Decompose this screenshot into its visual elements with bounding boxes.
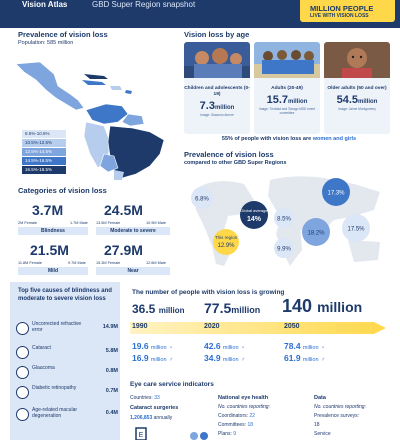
category-female: 13.5M Female bbox=[96, 221, 121, 225]
growth-female: 19.6 million ♀ bbox=[132, 341, 174, 351]
category-label: Mild bbox=[18, 267, 88, 275]
surgery-icon bbox=[134, 426, 214, 440]
category-value: 21.5M bbox=[30, 242, 69, 258]
prevalence-surveys: Prevalence surveys: bbox=[314, 413, 360, 419]
category-male: 12.6M Male bbox=[146, 261, 166, 265]
indicator-cataract-value: 1,206,853 annually bbox=[130, 415, 173, 421]
global-average-label: Global average bbox=[240, 208, 268, 213]
age-label: Older adults (50 and over) bbox=[327, 86, 387, 91]
glasses-icon bbox=[16, 322, 29, 335]
prevalence-title: Prevalence of vision loss bbox=[18, 30, 108, 39]
age-card-adults bbox=[254, 42, 320, 134]
cause-row bbox=[16, 382, 118, 406]
cause-row bbox=[16, 404, 118, 428]
svg-text:E: E bbox=[138, 432, 144, 439]
age-label: Adults (20-49) bbox=[271, 86, 303, 91]
bubble-label: 17.5% bbox=[347, 226, 365, 233]
category-female: 15.3M Female bbox=[96, 261, 121, 265]
bubble-label: 9.9% bbox=[277, 246, 291, 253]
growth-male: 34.9 million ♂ bbox=[204, 353, 246, 363]
age-card-children bbox=[184, 42, 250, 134]
adults-photo bbox=[254, 42, 320, 78]
category-value: 27.9M bbox=[104, 242, 143, 258]
growth-arrow bbox=[128, 320, 390, 336]
bubble-label: 8.5% bbox=[277, 216, 291, 223]
age-credit: Image: Giacomo Amore bbox=[200, 113, 234, 117]
children-photo bbox=[184, 42, 250, 78]
growth-year: 2050 bbox=[284, 323, 300, 330]
category-value: 24.5M bbox=[104, 202, 143, 218]
category-male: 9.7M Male bbox=[68, 261, 86, 265]
legend-item: 10.5%-12.5% bbox=[22, 139, 66, 147]
male-icon: ♂ bbox=[240, 357, 246, 363]
male-icon: ♂ bbox=[168, 357, 174, 363]
age-card-older bbox=[324, 42, 390, 134]
category-label: Moderate to severe bbox=[96, 227, 170, 235]
growth-year: 2020 bbox=[204, 323, 220, 330]
age-value: 7.3million bbox=[199, 100, 235, 112]
women-girls-statement: 55% of people with vision loss are women and girls bbox=[221, 136, 357, 142]
older-adults-photo bbox=[324, 42, 390, 78]
bubble-label: 17.3% bbox=[327, 190, 345, 197]
growth-male: 16.9 million ♂ bbox=[132, 353, 174, 363]
age-value: 54.5million bbox=[336, 94, 378, 106]
compared-title: Prevalence of vision loss bbox=[184, 150, 274, 159]
age-credit: Image: Jaime Montgomery bbox=[338, 107, 376, 111]
national-sub: No. countries reporting: bbox=[218, 404, 270, 410]
header-atlas-title: Vision Atlas bbox=[22, 0, 68, 9]
category-label: Blindness bbox=[18, 227, 88, 235]
prevalence-surveys-value: 18 bbox=[314, 422, 320, 428]
age-value: 15.7million bbox=[266, 94, 308, 106]
growth-year: 1990 bbox=[132, 323, 148, 330]
super-region-bubble-map bbox=[184, 170, 394, 275]
committees: Committees: 18 bbox=[218, 422, 254, 428]
age-label: Children and adolescents (0-19) bbox=[184, 86, 250, 97]
data-sub: No. countries reporting: bbox=[314, 404, 366, 410]
coordinators: Coordinators: 22 bbox=[218, 413, 255, 419]
bubble-label: 18.2% bbox=[307, 230, 325, 237]
macular-eye-icon bbox=[16, 408, 29, 421]
indicator-cataract-title: Cataract surgeries bbox=[130, 405, 179, 411]
global-average-value: 14% bbox=[246, 216, 262, 223]
category-value: 3.7M bbox=[32, 202, 64, 218]
female-icon: ♀ bbox=[168, 345, 174, 351]
category-male: 1.7M Male bbox=[70, 221, 88, 225]
female-icon: ♀ bbox=[240, 345, 246, 351]
causes-title: Top five causes of blindness and moderate to severe vision loss bbox=[18, 288, 112, 302]
legend-item: 12.5%-14.5% bbox=[22, 148, 66, 156]
age-credit: Image: Trinidad and Tobago MSD event committee bbox=[258, 107, 316, 115]
legend-item: 16.5%-18.5% bbox=[22, 166, 66, 174]
category-label: Near bbox=[96, 267, 170, 275]
category-female: 11.8M Female bbox=[18, 261, 42, 265]
cause-name: Uncorrected refractive error bbox=[32, 321, 82, 333]
indicator-countries: Countries: 33 bbox=[130, 395, 160, 401]
cause-name: Cataract bbox=[32, 345, 51, 351]
cause-name: Diabetic retinopathy bbox=[32, 385, 77, 391]
growth-male: 61.9 million ♂ bbox=[284, 353, 326, 363]
growth-total: 140 million bbox=[282, 296, 363, 316]
data-title: Data bbox=[314, 395, 326, 401]
header-snapshot-title: GBD Super Region snapshot bbox=[92, 0, 196, 9]
categories-title: Categories of vision loss bbox=[18, 186, 107, 195]
bubble-label: 6.8% bbox=[195, 196, 209, 203]
age-title: Vision loss by age bbox=[184, 30, 250, 39]
cause-value: 0.7M bbox=[105, 388, 118, 394]
cataract-eye-icon bbox=[16, 346, 29, 359]
cause-value: 0.4M bbox=[105, 410, 118, 416]
growth-female: 78.4 million ♀ bbox=[284, 341, 326, 351]
legend-item: 14.5%-16.5% bbox=[22, 157, 66, 165]
plans: Plans: 9 bbox=[218, 431, 237, 437]
cause-name: Age-related macular degeneration bbox=[32, 407, 78, 419]
growth-total: 36.5 million bbox=[132, 302, 185, 316]
this-region-label: This region bbox=[214, 235, 238, 240]
prevalence-population: Population: 585 million bbox=[18, 40, 74, 46]
diabetic-eye-icon bbox=[16, 386, 29, 399]
growth-title: The number of people with vision loss is growing bbox=[132, 289, 285, 296]
female-icon: ♀ bbox=[320, 345, 326, 351]
national-eye-health-title: National eye health bbox=[218, 395, 269, 401]
category-male: 10.9M Male bbox=[146, 221, 166, 225]
growth-total: 77.5million bbox=[204, 300, 261, 316]
cause-value: 5.8M bbox=[105, 348, 118, 354]
category-female: 2M Female bbox=[18, 221, 37, 225]
male-icon: ♂ bbox=[320, 357, 326, 363]
header-live-with: LIVE WITH VISION LOSS bbox=[310, 13, 369, 19]
cause-value: 14.9M bbox=[102, 324, 118, 330]
growth-female: 42.6 million ♀ bbox=[204, 341, 246, 351]
this-region-value: 12.9% bbox=[217, 243, 235, 249]
glaucoma-eye-icon bbox=[16, 366, 29, 379]
cause-value: 0.8M bbox=[105, 368, 118, 374]
cause-name: Glaucoma bbox=[32, 365, 55, 371]
cause-row bbox=[16, 318, 118, 342]
header-million-people: MILLION PEOPLE bbox=[310, 4, 374, 13]
service: Service bbox=[314, 431, 331, 437]
compared-subtitle: compared to other GBD Super Regions bbox=[184, 160, 287, 166]
indicators-title: Eye care service indicators bbox=[130, 381, 214, 388]
legend-item: 8.5%-10.5% bbox=[22, 130, 66, 138]
